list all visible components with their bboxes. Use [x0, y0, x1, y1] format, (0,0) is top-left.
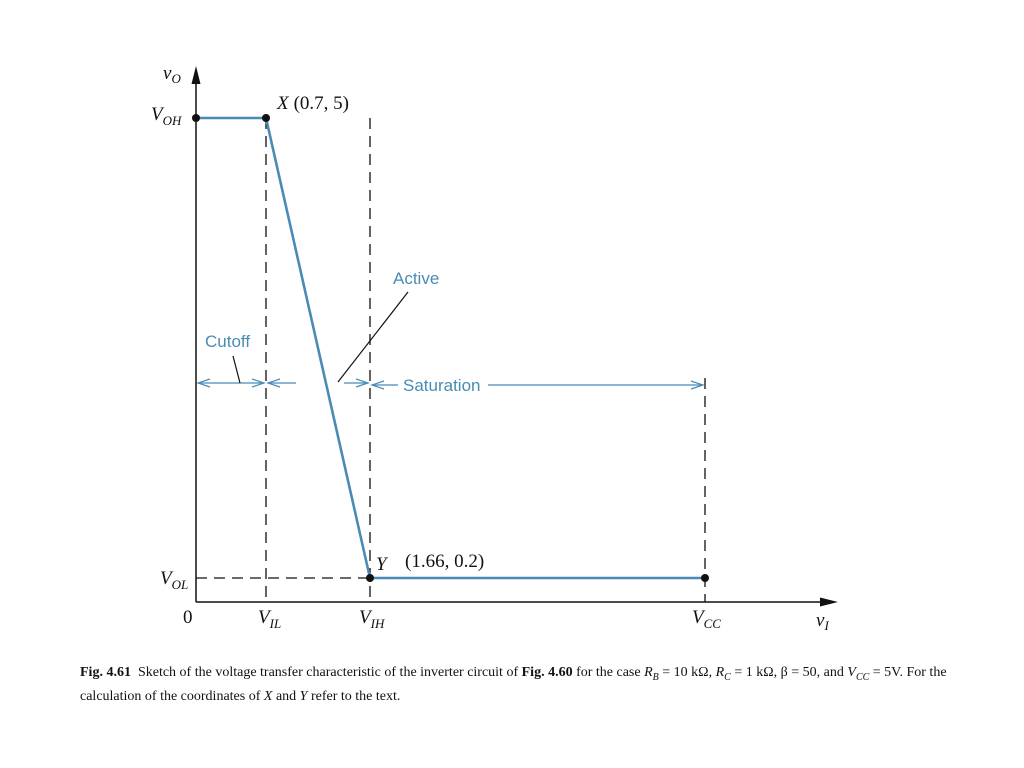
caption-rb: R [644, 665, 653, 680]
caption-vcc-val: = 5V. For the calculation of the coordinates of [80, 665, 947, 704]
caption-and: and [275, 688, 297, 704]
caption-fig-ref: Fig. 4.60 [521, 665, 573, 680]
voh-label-main: V [151, 104, 163, 125]
figure-caption [80, 663, 960, 706]
cutoff-label: Cutoff [205, 332, 251, 351]
vih-label [359, 607, 385, 631]
caption-rc-sub: C [724, 671, 731, 683]
vih-label-main: V [359, 607, 371, 628]
caption-rc: R [715, 665, 725, 680]
y-axis-label [163, 63, 181, 86]
point-y [366, 574, 374, 582]
active-leader [338, 292, 408, 382]
caption-text2: for the case [576, 665, 641, 680]
x-axis-label-main: v [816, 610, 825, 631]
caption-rb-sub: B [652, 671, 659, 683]
vil-label-main: V [258, 607, 270, 628]
vol-label-main: V [160, 568, 172, 589]
voh-point [192, 114, 200, 122]
caption-fig-label: Fig. 4.61 [80, 665, 131, 680]
vcc-label-main: V [692, 607, 704, 628]
point-y-name: Y [376, 554, 387, 575]
guide-lines [196, 118, 705, 602]
transfer-curve [196, 118, 705, 578]
caption-text1: Sketch of the voltage transfer characteristic of the inverter circuit of [137, 665, 519, 680]
voh-label [151, 104, 182, 128]
point-x-label [276, 93, 349, 114]
point-y-coords: (1.66, 0.2) [405, 551, 485, 572]
vcc-point [701, 574, 709, 582]
vcc-label [692, 607, 721, 631]
y-axis-label-sub: O [171, 71, 181, 86]
point-x [262, 114, 270, 122]
caption-vcc-sub: CC [855, 671, 870, 683]
caption-text3: and [823, 665, 844, 680]
caption-y-ref: Y [299, 688, 308, 704]
y-axis-label-main: v [163, 63, 172, 84]
voh-label-sub: OH [162, 113, 182, 128]
vil-label [258, 607, 281, 631]
vil-label-sub: IL [269, 616, 282, 631]
vol-label [160, 568, 188, 592]
vcc-label-sub: CC [703, 616, 721, 631]
x-axis-label [816, 610, 829, 633]
caption-vcc: V [847, 665, 856, 680]
y-axis-arrow [192, 66, 201, 84]
cutoff-leader [233, 356, 240, 383]
point-x-coords: (0.7, 5) [293, 93, 350, 114]
x-axis-label-sub: I [824, 618, 829, 633]
caption-rb-val: = 10 kΩ, [662, 665, 713, 680]
caption-x-ref: X [263, 688, 273, 704]
vih-label-sub: IH [370, 616, 385, 631]
origin-label: 0 [183, 607, 193, 628]
vol-label-sub: OL [171, 577, 189, 592]
caption-rc-val: = 1 kΩ, β = 50, [734, 665, 821, 680]
x-axis-arrow [820, 598, 838, 607]
caption-text4: refer to the text. [310, 688, 401, 704]
point-x-name: X [277, 93, 289, 114]
active-label: Active [393, 269, 440, 288]
axes [196, 80, 828, 602]
saturation-label: Saturation [403, 376, 481, 395]
